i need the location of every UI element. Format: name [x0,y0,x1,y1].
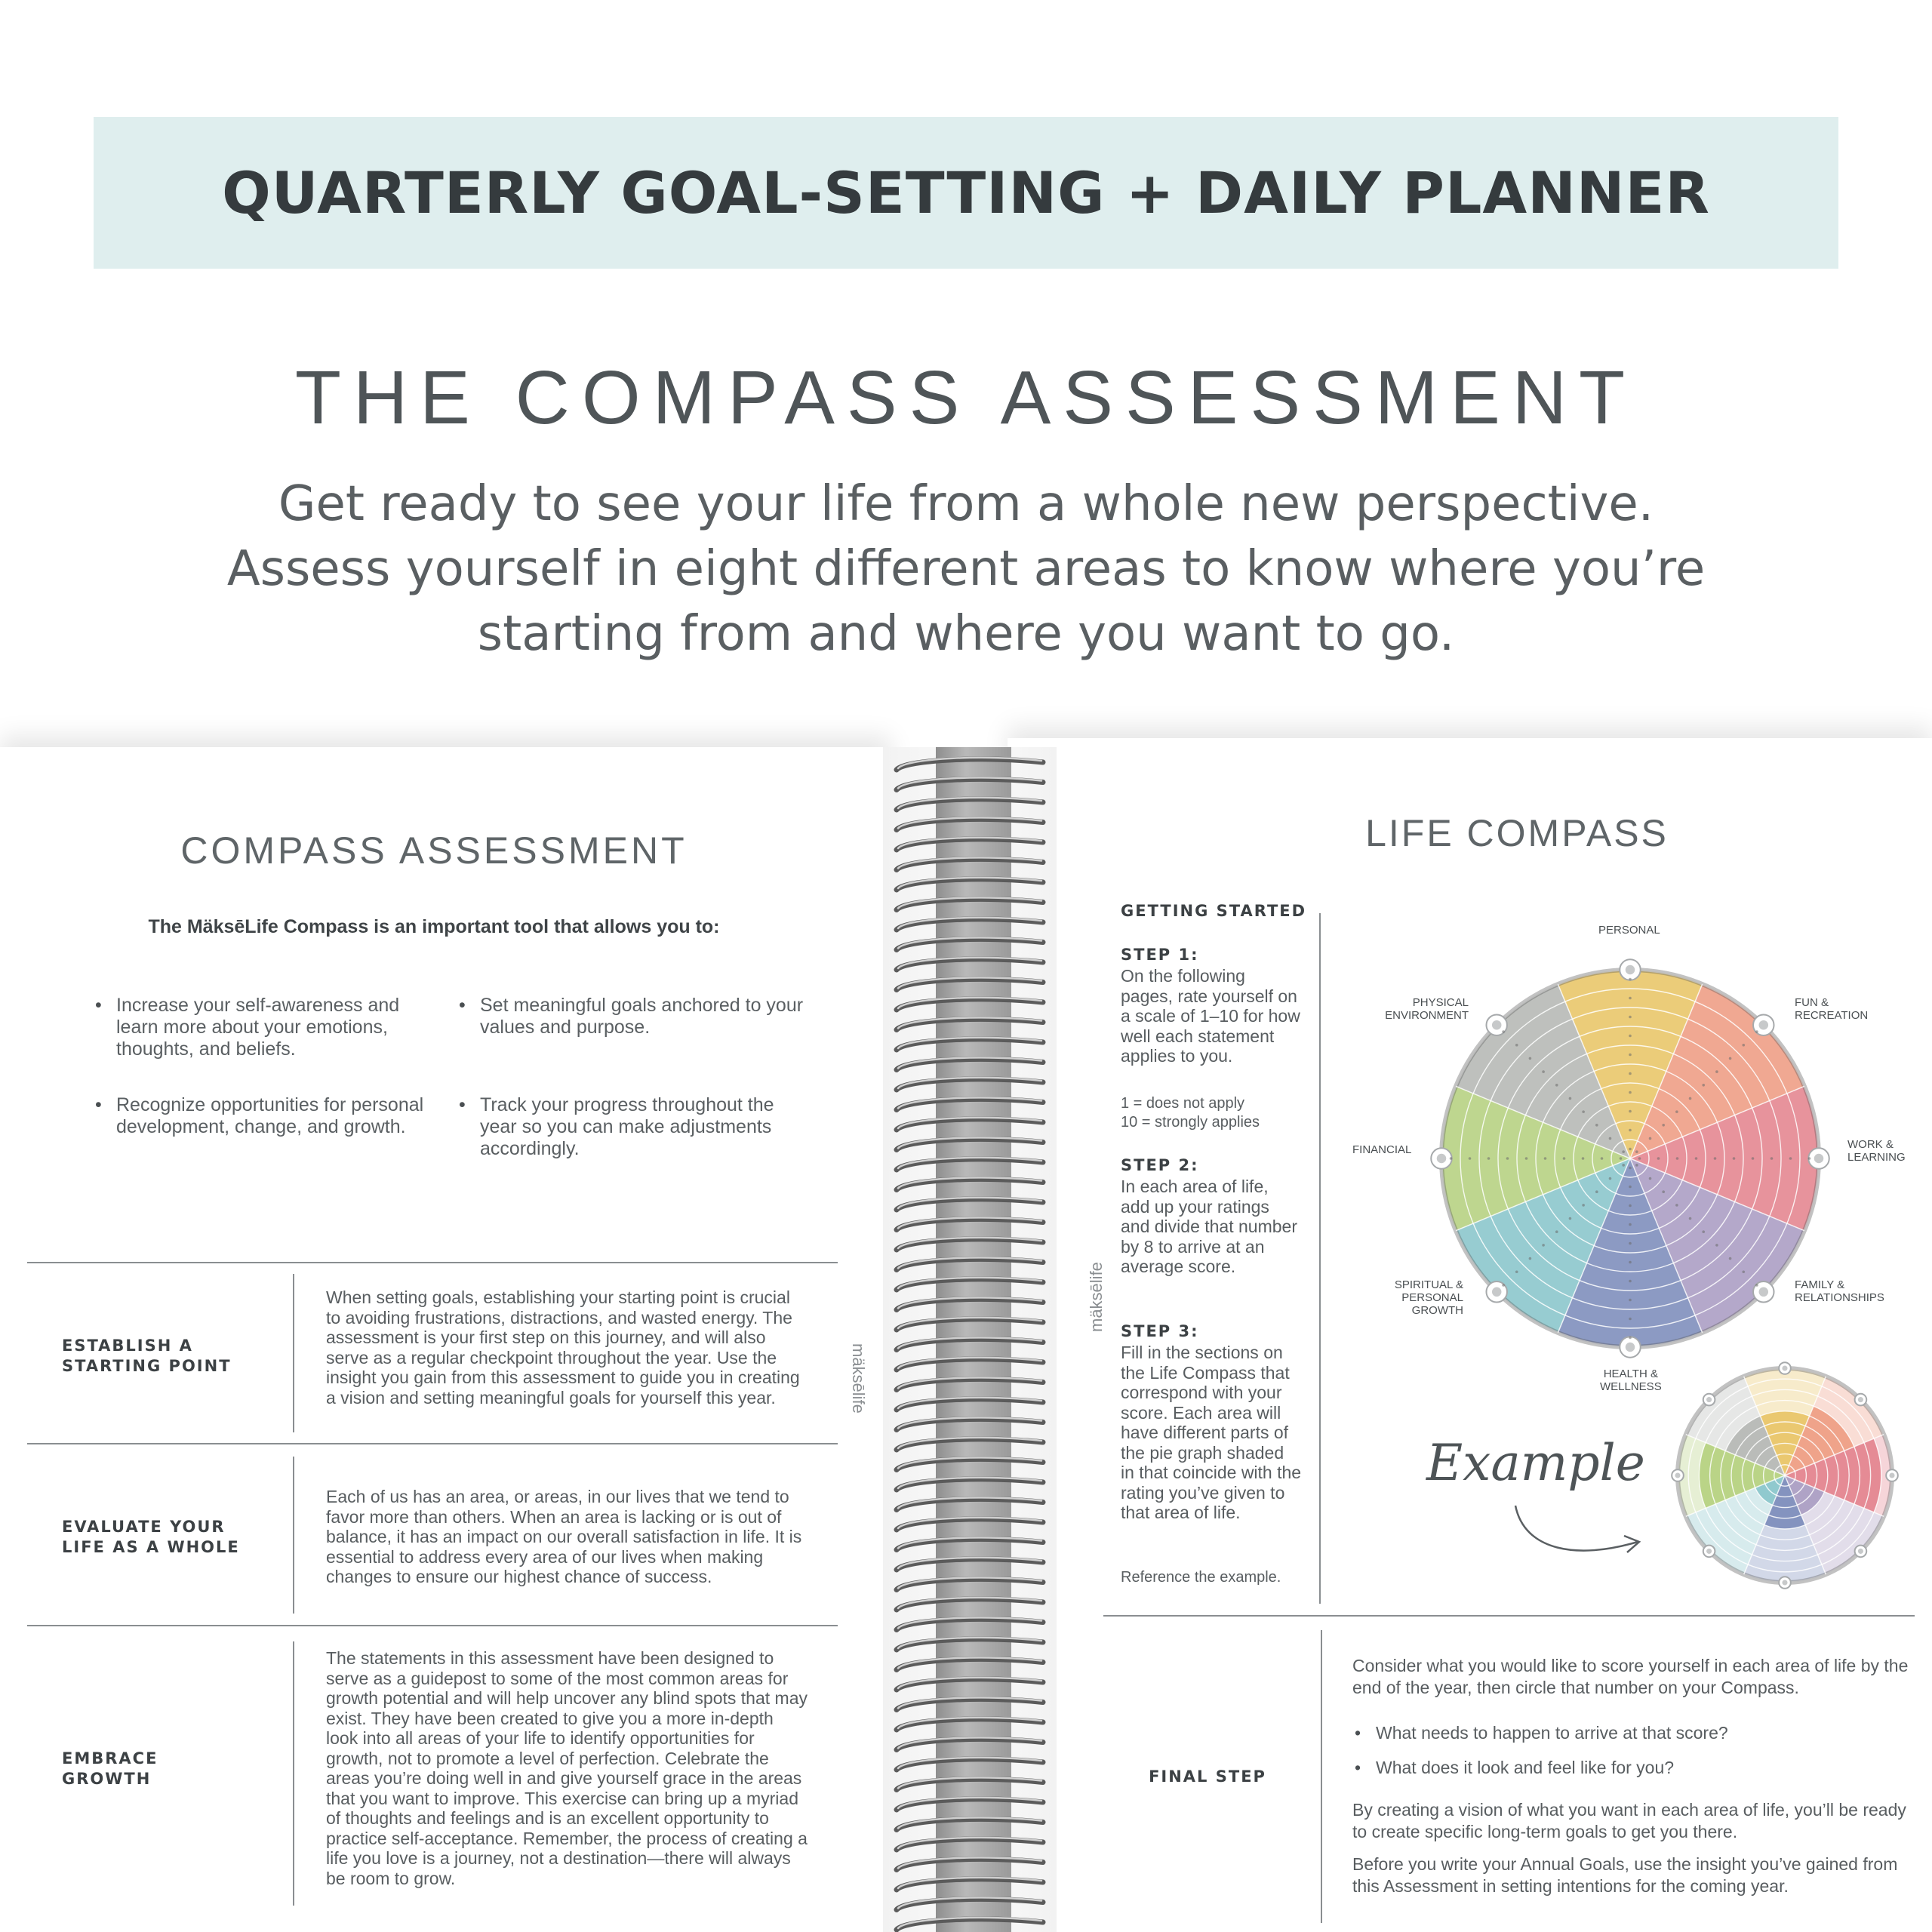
spiral-coil [897,1137,1043,1149]
rating-tick [1657,1157,1660,1160]
column-divider [293,1274,294,1432]
rating-tick [1469,1157,1472,1160]
rating-tick [1629,1261,1632,1264]
step2-body: In each area of life, add up your ratings and divide that number by 8 to arrive at an average score. [1121,1177,1297,1276]
brand-mark-right: mäksēlife [1087,1262,1106,1332]
step1-note: 1 = does not apply [1121,1095,1245,1112]
column-divider [293,1457,294,1614]
spiral-coil [897,798,1043,810]
spiral-coil [897,758,1043,770]
spiral-coil [897,1438,1043,1450]
step1-heading: STEP 1: [1121,946,1199,964]
rating-tick [1629,1016,1632,1019]
banner-title: QUARTERLY GOAL-SETTING + DAILY PLANNER [222,159,1710,226]
final-step-paragraph: By creating a vision of what you want in each area of life, you’ll be ready to create specific long-term goals to get you there. [1352,1800,1906,1841]
spiral-coil [897,1038,1043,1050]
column-divider [293,1641,294,1906]
area-icon-glyph [1492,1287,1502,1297]
rating-tick [1622,1164,1625,1167]
rating-tick [1629,1129,1632,1132]
final-step-heading: FINAL STEP [1149,1767,1266,1786]
rating-tick [1733,1157,1736,1160]
rating-tick [1770,1157,1774,1160]
rating-tick [1638,1157,1641,1160]
spiral-coil [897,958,1043,970]
spiral-coil [897,1478,1043,1490]
spiral-coil [897,1657,1043,1669]
area-label-work-learning: WORK & LEARNING [1847,1138,1906,1164]
rating-tick [1582,1204,1585,1207]
subtitle-line: starting from and where you want to go. [477,606,1455,662]
rating-tick [1635,1164,1638,1167]
spiral-coil [897,1278,1043,1290]
spiral-coil [897,1017,1043,1029]
rating-tick [1715,1244,1718,1247]
compass-lead: The MäksēLife Compass is an important tool that allows you to: [148,916,720,937]
spiral-coil [897,937,1043,949]
spiral-coil [897,897,1043,909]
spiral-coil [897,1918,1043,1930]
spiral-coil [897,1817,1043,1829]
getting-started-heading: GETTING STARTED [1121,902,1307,920]
rating-tick [1629,1091,1632,1094]
spiral-coil [897,878,1043,890]
spiral-coil [897,1177,1043,1189]
rating-tick [1629,1280,1632,1283]
rating-tick [1515,1270,1518,1273]
rating-tick [1629,1054,1632,1057]
area-label-fun-recreation: FUN & RECREATION [1795,996,1869,1022]
rating-tick [1714,1157,1717,1160]
area-icon-glyph [1492,1020,1502,1030]
rating-tick [1629,1223,1632,1226]
section-body-evaluate: Each of us has an area, or areas, in our lives that we tend to favor more than others. When an area is lacking or is out of balance, it has an impact on our overall satisfaction in life. It is essential to address every area of our lives when making changes to ensure our highest chance of success. [326,1487,802,1586]
rating-tick [1702,1084,1705,1087]
spiral-coil [897,1297,1043,1309]
rating-tick [1629,978,1632,981]
spiral-coil [897,1718,1043,1730]
area-label-financial: FINANCIAL [1352,1143,1412,1156]
rating-tick [1635,1150,1638,1153]
rating-tick [1529,1057,1532,1060]
rating-tick [1695,1157,1698,1160]
life-compass-title: LIFE COMPASS [1365,812,1669,854]
spiral-coil [897,1897,1043,1909]
final-step-bullet: • What does it look and feel like for you? [1355,1757,1904,1779]
area-icon-glyph [1858,1397,1863,1402]
rating-tick [1620,1157,1623,1160]
spiral-coil [897,998,1043,1010]
rating-tick [1595,1124,1598,1127]
rating-tick [1487,1157,1491,1160]
bullet-item: • Increase your self-awareness and learn more about your emotions, thoughts, and beliefs. [95,995,441,1060]
area-icon-glyph [1759,1287,1769,1297]
spiral-coil [897,1878,1043,1890]
spiral-coil [897,918,1043,930]
rating-tick [1629,1072,1632,1075]
spiral-coil [897,817,1043,829]
section-body-embrace-growth: The statements in this assessment have been designed to serve as a guidepost to some of the most common areas for growth potential and will help uncover any blind spots that may exist. They have been created to give you a more in-depth look into all areas of your life to identify opportunities for growth, not to promote a level of perfection. Celebrate the areas you’re doing well in and give yourself grace in the areas that you want to improve. This exercise can bring up a myriad of thoughts and feelings and is an excellent opportunity to practice self-acceptance. Remember, the process of creating a life you love is a journey, not a destination—there will always be room to grow. [326,1648,808,1888]
rating-tick [1525,1157,1528,1160]
rating-tick [1515,1044,1518,1047]
page-subtitle [136,472,1796,666]
rating-tick [1629,1186,1632,1189]
rating-tick [1529,1257,1532,1260]
section-divider [27,1262,838,1263]
spiral-coil [897,1518,1043,1530]
final-step-paragraph: Before you write your Annual Goals, use the insight you’ve gained from this Assessment in setting intentions for the coming year. [1352,1854,1898,1896]
rating-tick [1569,1217,1572,1220]
rating-tick [1742,1270,1745,1273]
rating-tick [1601,1157,1604,1160]
spiral-coil [897,1857,1043,1869]
rating-tick [1502,1284,1505,1287]
rating-tick [1629,1035,1632,1038]
rating-tick [1742,1044,1745,1047]
area-icon-glyph [1437,1154,1447,1164]
rating-tick [1506,1157,1509,1160]
spiral-coil [897,977,1043,989]
area-icon-glyph [1858,1549,1863,1554]
example-compass-wheel [1664,1355,1906,1596]
step1-note: 10 = strongly applies [1121,1114,1260,1131]
final-step-bullet: • What needs to happen to arrive at that score? [1355,1722,1904,1744]
rating-tick [1675,1110,1678,1113]
step3-heading: STEP 3: [1121,1322,1199,1340]
spiral-coil [897,1118,1043,1130]
section-label-embrace-growth: EMBRACE GROWTH [62,1749,158,1788]
compass-assessment-title: COMPASS ASSESSMENT [180,829,688,872]
spiral-coil [897,1078,1043,1090]
rating-tick [1544,1157,1547,1160]
rating-tick [1676,1157,1679,1160]
subtitle-line: Get ready to see your life from a whole new perspective. [278,476,1654,532]
section-label-starting-point: ESTABLISH A STARTING POINT [62,1337,232,1375]
spiral-coil [897,1617,1043,1629]
step2-heading: STEP 2: [1121,1156,1199,1174]
spiral-coil [897,1057,1043,1069]
rating-tick [1662,1124,1665,1127]
rating-tick [1689,1217,1692,1220]
spiral-coil [897,1598,1043,1610]
rating-tick [1675,1204,1678,1207]
rating-tick [1563,1157,1566,1160]
section-divider [27,1443,838,1444]
spiral-coil [897,1497,1043,1509]
spiral-coil [897,1158,1043,1170]
area-label-family-relationships: FAMILY & RELATIONSHIPS [1795,1278,1884,1304]
area-icon-glyph [1814,1154,1824,1164]
area-icon-glyph [1889,1472,1894,1478]
rating-tick [1609,1137,1612,1140]
area-icon-glyph [1626,1343,1635,1352]
area-label-health-wellness: HEALTH & WELLNESS [1600,1367,1662,1393]
rating-tick [1789,1157,1792,1160]
spiral-coil [897,1697,1043,1709]
rating-tick [1629,1148,1632,1151]
rating-tick [1595,1190,1598,1193]
page-title: THE COMPASS ASSESSMENT [294,355,1638,440]
spiral-coil [897,1257,1043,1269]
spiral-coil [897,1737,1043,1749]
life-compass-wheel [1419,947,1841,1370]
spiral-coil [897,1777,1043,1789]
spiral-coil [897,1558,1043,1570]
bullet-item: • Set meaningful goals anchored to your values and purpose. [459,995,804,1038]
rating-tick [1808,1157,1811,1160]
rating-tick [1450,1157,1453,1160]
rating-tick [1629,1299,1632,1302]
section-body-starting-point: When setting goals, establishing your starting point is crucial to avoiding frustrations, distractions, and wasted energy. The assessment is your first step on this journey, and will also serve as a regular checkpoint throughout the year. Use the insight you gain from this assessment to guide you in creating a vision and setting meaningful goals for yourself this year. [326,1287,800,1407]
rating-tick [1629,1204,1632,1208]
spiral-coil [897,1198,1043,1210]
rating-tick [1755,1030,1758,1033]
rating-tick [1502,1030,1505,1033]
subtitle-line: Assess yourself in eight different areas to know where you’re [226,541,1706,597]
rating-tick [1755,1284,1758,1287]
step1-body: On the following pages, rate yourself on a scale of 1–10 for how well each statement applies to you. [1121,966,1300,1066]
spiral-binding [883,747,1057,1932]
spiral-coil [897,1457,1043,1469]
example-arrow-icon [1509,1498,1653,1566]
rating-tick [1629,1337,1632,1340]
final-step-intro: Consider what you would like to score yourself in each area of life by the end of the year, then circle that number on your Compass. [1352,1656,1909,1697]
rating-tick [1582,1110,1585,1113]
rating-tick [1555,1230,1558,1233]
area-label-personal: PERSONAL [1598,924,1660,937]
rating-tick [1752,1157,1755,1160]
area-icon-glyph [1782,1580,1787,1585]
brand-mark-left: mäksēlife [849,1343,868,1414]
rating-tick [1629,997,1632,1000]
spiral-coil [897,1238,1043,1250]
spiral-coil [897,777,1043,789]
rating-tick [1629,1318,1632,1321]
spiral-coil [897,1838,1043,1850]
rating-tick [1702,1230,1705,1233]
spiral-coil [897,1678,1043,1690]
rating-tick [1609,1177,1612,1180]
rating-tick [1649,1177,1652,1180]
spiral-coil [897,1337,1043,1349]
bullet-item: • Recognize opportunities for personal development, change, and growth. [95,1094,441,1138]
spiral-coil [897,1377,1043,1389]
section-label-evaluate: EVALUATE YOUR LIFE AS A WHOLE [62,1518,240,1556]
area-icon-glyph [1706,1549,1712,1554]
rating-tick [1729,1057,1732,1060]
spiral-coil [897,1318,1043,1330]
header-banner [94,117,1838,269]
example-label: Example [1426,1434,1645,1492]
area-label-spiritual: SPIRITUAL & PERSONAL GROWTH [1394,1278,1463,1317]
spiral-coil [897,1097,1043,1109]
spiral-coil [897,1577,1043,1589]
rating-tick [1689,1097,1692,1100]
spiral-coil [897,1398,1043,1410]
spiral-coil [897,1798,1043,1810]
section-divider [27,1625,838,1626]
spiral-coil [897,1758,1043,1770]
rating-tick [1629,1167,1632,1170]
rating-tick [1542,1244,1545,1247]
spiral-coil [897,1358,1043,1370]
spiral-coil [897,1417,1043,1429]
rating-tick [1629,1242,1632,1245]
area-icon-glyph [1759,1020,1769,1030]
rating-tick [1622,1150,1625,1153]
rating-tick [1542,1070,1545,1073]
rating-tick [1729,1257,1732,1260]
column-divider [1321,1630,1322,1923]
rating-tick [1569,1097,1572,1100]
step3-body: Fill in the sections on the Life Compass that correspond with your score. Each area will have different parts of the pie graph shaded in that coincide with the rating you’ve given to that area of life. [1121,1343,1302,1522]
step3-note: Reference the example. [1121,1569,1281,1586]
rating-tick [1582,1157,1585,1160]
bullet-item: • Track your progress throughout the year so you can make adjustments accordingly. [459,1094,804,1160]
rating-tick [1715,1070,1718,1073]
area-icon-glyph [1675,1472,1680,1478]
area-icon-glyph [1706,1397,1712,1402]
spiral-coil [897,1217,1043,1229]
rating-tick [1649,1137,1652,1140]
column-divider [1319,913,1321,1604]
area-icon-glyph [1626,965,1635,975]
spiral-coil [897,1537,1043,1549]
spiral-coil [897,857,1043,869]
spiral-coil [897,838,1043,850]
rating-tick [1662,1190,1665,1193]
section-divider [1103,1615,1915,1617]
area-icon-glyph [1782,1365,1787,1371]
area-label-physical-environment: PHYSICAL ENVIRONMENT [1385,996,1469,1022]
spiral-coil [897,1638,1043,1650]
rating-tick [1555,1084,1558,1087]
rating-tick [1629,1110,1632,1113]
